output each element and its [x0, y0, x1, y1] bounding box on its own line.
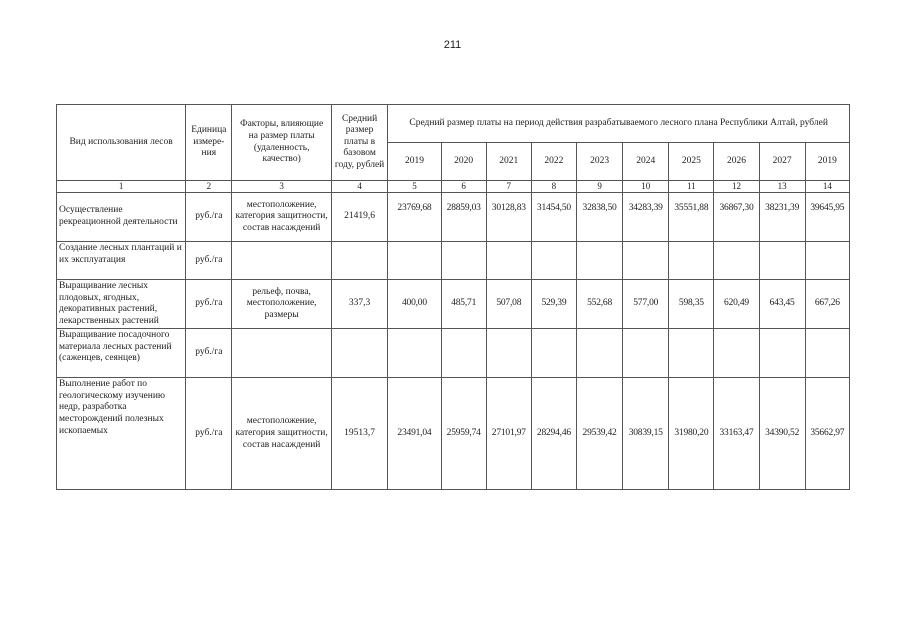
row-factors: местоположение, категория защитности, состав насаждений [232, 378, 331, 490]
header-period-title: Средний размер платы на период действия разрабатываемого лесного плана Республики Алтай, рублей [388, 105, 850, 143]
row-use-type: Выращивание лесных плодовых, ягодных, декоративных растений, лекарственных растений [57, 279, 186, 328]
row-year-value [805, 329, 849, 378]
column-number: 7 [486, 181, 531, 193]
row-year-value: 577,00 [623, 279, 669, 328]
row-year-value [714, 329, 759, 378]
row-year-value: 507,08 [486, 279, 531, 328]
row-year-value: 32838,50 [576, 192, 622, 241]
header-factors: Факторы, влияющие на размер платы (удаленность, качество) [232, 105, 331, 181]
header-year: 2026 [714, 143, 759, 181]
row-year-value: 36867,30 [714, 192, 759, 241]
row-year-value [531, 329, 576, 378]
row-year-value: 30839,15 [623, 378, 669, 490]
row-year-value: 620,49 [714, 279, 759, 328]
header-base-year: Средний размер платы в базовом году, рублей [331, 105, 387, 181]
row-base-value [331, 329, 387, 378]
row-use-type: Осуществление рекреационной деятельности [57, 192, 186, 241]
row-year-value [669, 241, 714, 279]
page-number: 211 [443, 39, 462, 51]
table-header-row [57, 105, 850, 143]
row-year-value: 29539,42 [576, 378, 622, 490]
row-base-value: 337,3 [331, 279, 387, 328]
column-number: 13 [759, 181, 805, 193]
table-row [57, 378, 850, 490]
row-year-value: 33163,47 [714, 378, 759, 490]
header-year: 2023 [576, 143, 622, 181]
header-unit: Единица измере-ния [186, 105, 232, 181]
table-row [57, 329, 850, 378]
row-year-value: 598,35 [669, 279, 714, 328]
row-factors: рельеф, почва, местоположение, размеры [232, 279, 331, 328]
column-number: 6 [441, 181, 486, 193]
table-row [57, 241, 850, 279]
row-year-value: 31980,20 [669, 378, 714, 490]
row-year-value [669, 329, 714, 378]
row-base-value [331, 241, 387, 279]
row-year-value: 400,00 [388, 279, 441, 328]
row-year-value: 643,45 [759, 279, 805, 328]
row-factors [232, 241, 331, 279]
column-number: 10 [623, 181, 669, 193]
header-year: 2021 [486, 143, 531, 181]
row-year-value: 529,39 [531, 279, 576, 328]
row-factors: местоположение, категория защитности, состав насаждений [232, 192, 331, 241]
header-use-type: Вид использования лесов [57, 105, 186, 181]
column-number: 12 [714, 181, 759, 193]
row-year-value: 23769,68 [388, 192, 441, 241]
column-number: 1 [57, 181, 186, 193]
header-year: 2027 [759, 143, 805, 181]
table-row [57, 192, 850, 241]
row-unit: руб./га [186, 241, 232, 279]
row-year-value: 35551,88 [669, 192, 714, 241]
row-year-value [441, 329, 486, 378]
row-year-value [441, 241, 486, 279]
row-year-value: 35662,97 [805, 378, 849, 490]
row-year-value: 23491,04 [388, 378, 441, 490]
row-year-value [388, 329, 441, 378]
column-number: 9 [576, 181, 622, 193]
row-year-value [576, 241, 622, 279]
row-factors [232, 329, 331, 378]
row-year-value [531, 241, 576, 279]
row-year-value: 38231,39 [759, 192, 805, 241]
row-year-value: 39645,95 [805, 192, 849, 241]
header-year: 2022 [531, 143, 576, 181]
row-year-value: 34283,39 [623, 192, 669, 241]
row-year-value [576, 329, 622, 378]
row-year-value: 27101,97 [486, 378, 531, 490]
row-use-type: Выращивание посадочного материала лесных растений (саженцев, сеянцев) [57, 329, 186, 378]
row-year-value [388, 241, 441, 279]
row-year-value: 31454,50 [531, 192, 576, 241]
header-year: 2020 [441, 143, 486, 181]
row-base-value: 19513,7 [331, 378, 387, 490]
row-year-value [486, 329, 531, 378]
row-year-value [759, 241, 805, 279]
header-year: 2019 [805, 143, 849, 181]
row-use-type: Создание лесных плантаций и их эксплуатация [57, 241, 186, 279]
row-year-value: 667,26 [805, 279, 849, 328]
row-year-value [623, 329, 669, 378]
column-number: 11 [669, 181, 714, 193]
row-year-value: 28294,46 [531, 378, 576, 490]
column-number: 14 [805, 181, 849, 193]
row-unit: руб./га [186, 329, 232, 378]
header-year: 2024 [623, 143, 669, 181]
forest-payment-table [56, 104, 850, 490]
column-number-row [57, 181, 850, 193]
column-number: 8 [531, 181, 576, 193]
header-year: 2019 [388, 143, 441, 181]
row-year-value [486, 241, 531, 279]
row-unit: руб./га [186, 279, 232, 328]
row-base-value: 21419,6 [331, 192, 387, 241]
row-year-value: 34390,52 [759, 378, 805, 490]
row-use-type: Выполнение работ по геологическому изучению недр, разработка месторождений полезных ископаемых [57, 378, 186, 490]
row-year-value [623, 241, 669, 279]
row-year-value: 25959,74 [441, 378, 486, 490]
header-year: 2025 [669, 143, 714, 181]
row-year-value: 30128,83 [486, 192, 531, 241]
column-number: 3 [232, 181, 331, 193]
row-year-value: 485,71 [441, 279, 486, 328]
row-unit: руб./га [186, 378, 232, 490]
row-year-value [805, 241, 849, 279]
row-year-value [759, 329, 805, 378]
column-number: 5 [388, 181, 441, 193]
row-year-value: 552,68 [576, 279, 622, 328]
column-number: 2 [186, 181, 232, 193]
row-unit: руб./га [186, 192, 232, 241]
row-year-value: 28859,03 [441, 192, 486, 241]
table-row [57, 279, 850, 328]
row-year-value [714, 241, 759, 279]
column-number: 4 [331, 181, 387, 193]
